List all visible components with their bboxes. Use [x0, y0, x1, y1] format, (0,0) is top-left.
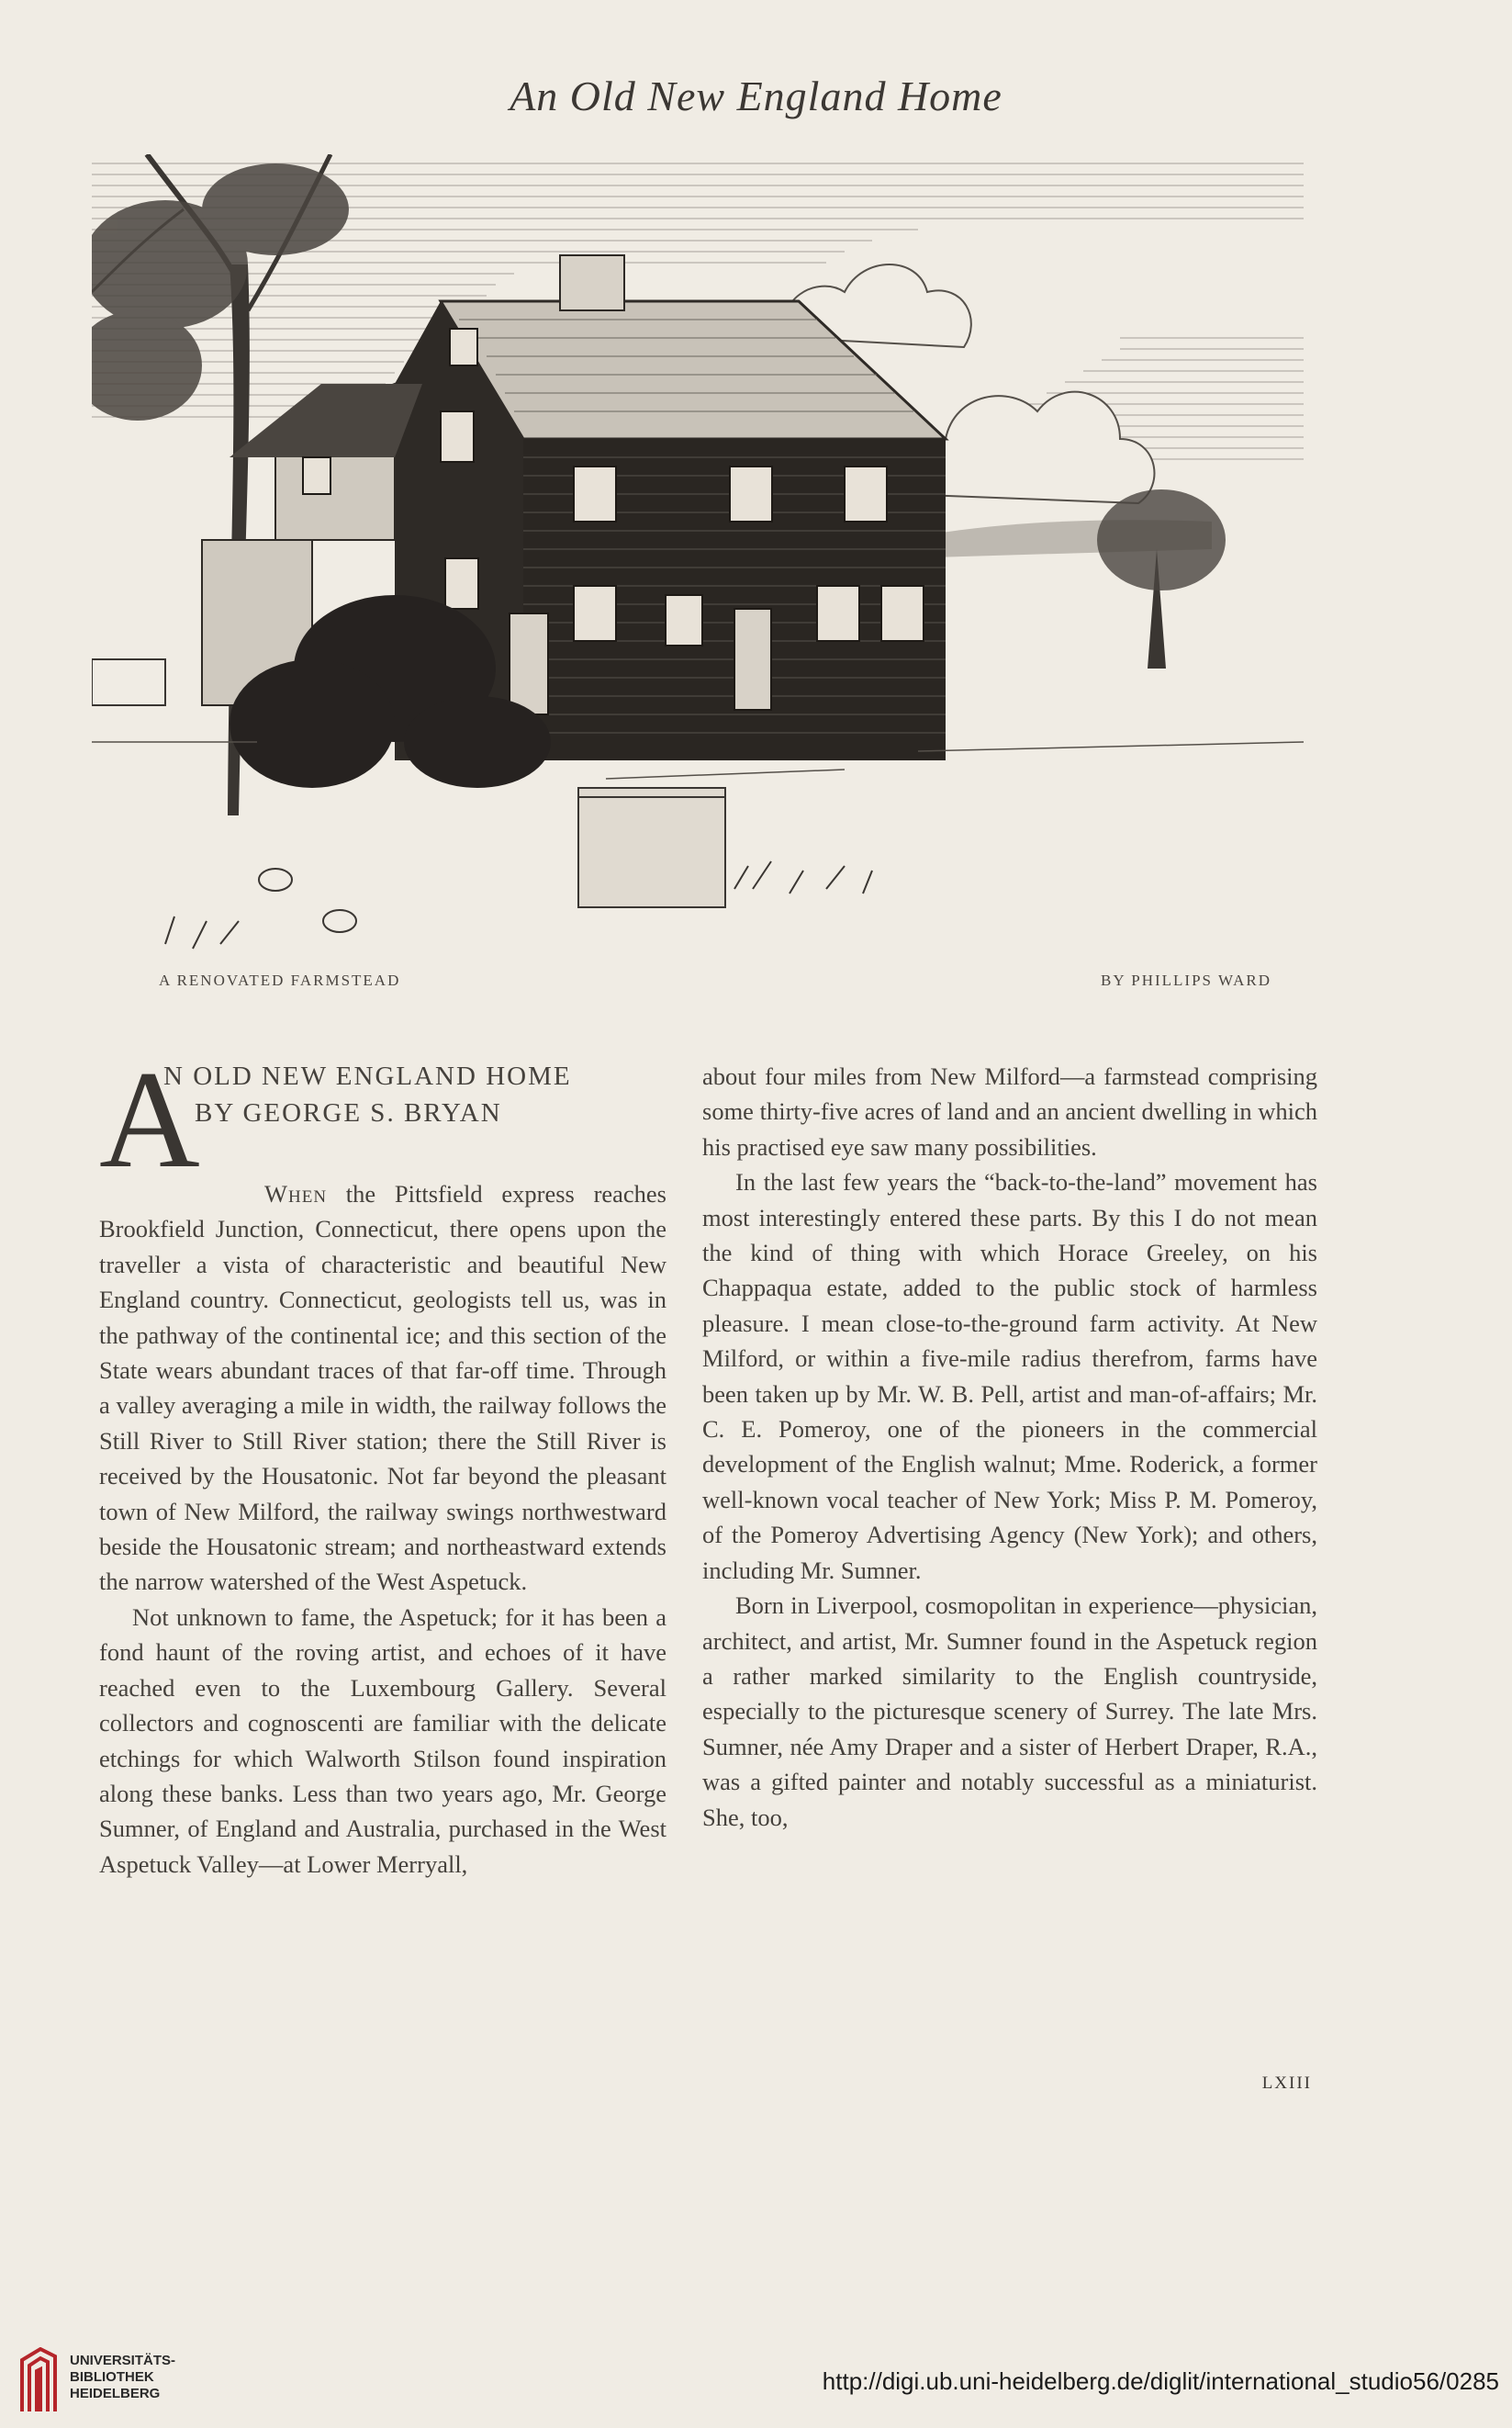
- paragraph-2: Not unknown to fame, the Aspetuck; for it has been a fond haunt of the roving artist, and echoes of it have reached even to the Luxembourg Gallery. Several collectors and cognoscenti are familiar with the delicate etchings for which Walworth Stilson found inspiration along these banks. Less than two years ago, Mr. George Sumner, of England and Australia, purchased in the West Aspetuck Valley—at Lower Merryall,: [99, 1602, 666, 1878]
- illustration-credit: BY PHILLIPS WARD: [1101, 972, 1271, 989]
- paragraph-5: Born in Liverpool, cosmopolitan in experience—physician, architect, and artist, Mr. Sumner found in the Aspetuck region a rather marked similarity to the English countryside, especially to the picturesque scenery of Surrey. The late Mrs. Sumner, née Amy Draper and a sister of Herbert Draper, R.A., was a gifted painter and notably successful as a miniaturist. She, too,: [702, 1591, 1317, 1831]
- logo-line-1: UNIVERSITÄTS-: [70, 2353, 176, 2368]
- paragraph-1-text: the Pittsfield express reaches Brookfield Junction, Connecticut, there opens upon the traveller a vista of characteristic and beautiful New England country. Connecticut, geologists tell us, was in the pathway of the continental ice; and this section of the State wears abundant traces of that far-off time. Through a valley averaging a mile in width, the railway follows the Still River to Still River station; there the Still River is received by the Housatonic. Not far beyond the pleasant town of New Milford, the railway swings northwestward beside the Housatonic stream; and northeastward extends the narrow watershed of the West Aspetuck.: [99, 1180, 666, 1596]
- library-logo-text: [70, 2353, 175, 2402]
- farmstead-illustration: [92, 154, 1304, 962]
- paragraph-3: about four miles from New Milford—a farmstead comprising some thirty-five acres of land and an ancient dwelling in which his practised eye saw many possibilities.: [702, 1062, 1317, 1161]
- article-column-left: [99, 1042, 666, 1882]
- library-logo-icon: [17, 2347, 61, 2413]
- farmstead-drawing: [92, 154, 1304, 962]
- paragraph-1: [99, 1176, 666, 1600]
- illustration-caption: A RENOVATED FARMSTEAD: [159, 972, 401, 989]
- logo-line-2: BIBLIOTHEK: [70, 2369, 154, 2385]
- running-head: An Old New England Home: [510, 73, 1002, 119]
- article-byline: BY GEORGE S. BRYAN: [195, 1098, 502, 1128]
- article-title: N OLD NEW ENGLAND HOME: [163, 1062, 572, 1091]
- source-url-link[interactable]: http://digi.ub.uni-heidelberg.de/diglit/international_studio56/0285: [822, 2367, 1499, 2395]
- logo-line-3: HEIDELBERG: [70, 2386, 161, 2401]
- page-number: LXIII: [1261, 2074, 1312, 2093]
- library-logo: [17, 2347, 218, 2421]
- paragraph-lead-word: When: [264, 1180, 328, 1208]
- drop-cap: A: [99, 1042, 200, 1197]
- article-column-right: [702, 1059, 1317, 1835]
- paragraph-4: In the last few years the “back-to-the-land” movement has most interestingly entered these parts. By this I do not mean the kind of thing with which Horace Greeley, on his Chappaqua estate, added to the public stock of harmless pleasure. I mean close-to-the-ground farm activity. At New Milford, or within a five-mile radius therefrom, farms have been taken up by Mr. W. B. Pell, artist and man-of-affairs; Mr. C. E. Pomeroy, one of the pioneers in the commercial development of the English walnut; Mme. Roderick, a former well-known vocal teacher of New York; Miss P. M. Pomeroy, of the Pomeroy Advertising Agency (New York); and others, including Mr. Sumner.: [702, 1168, 1317, 1584]
